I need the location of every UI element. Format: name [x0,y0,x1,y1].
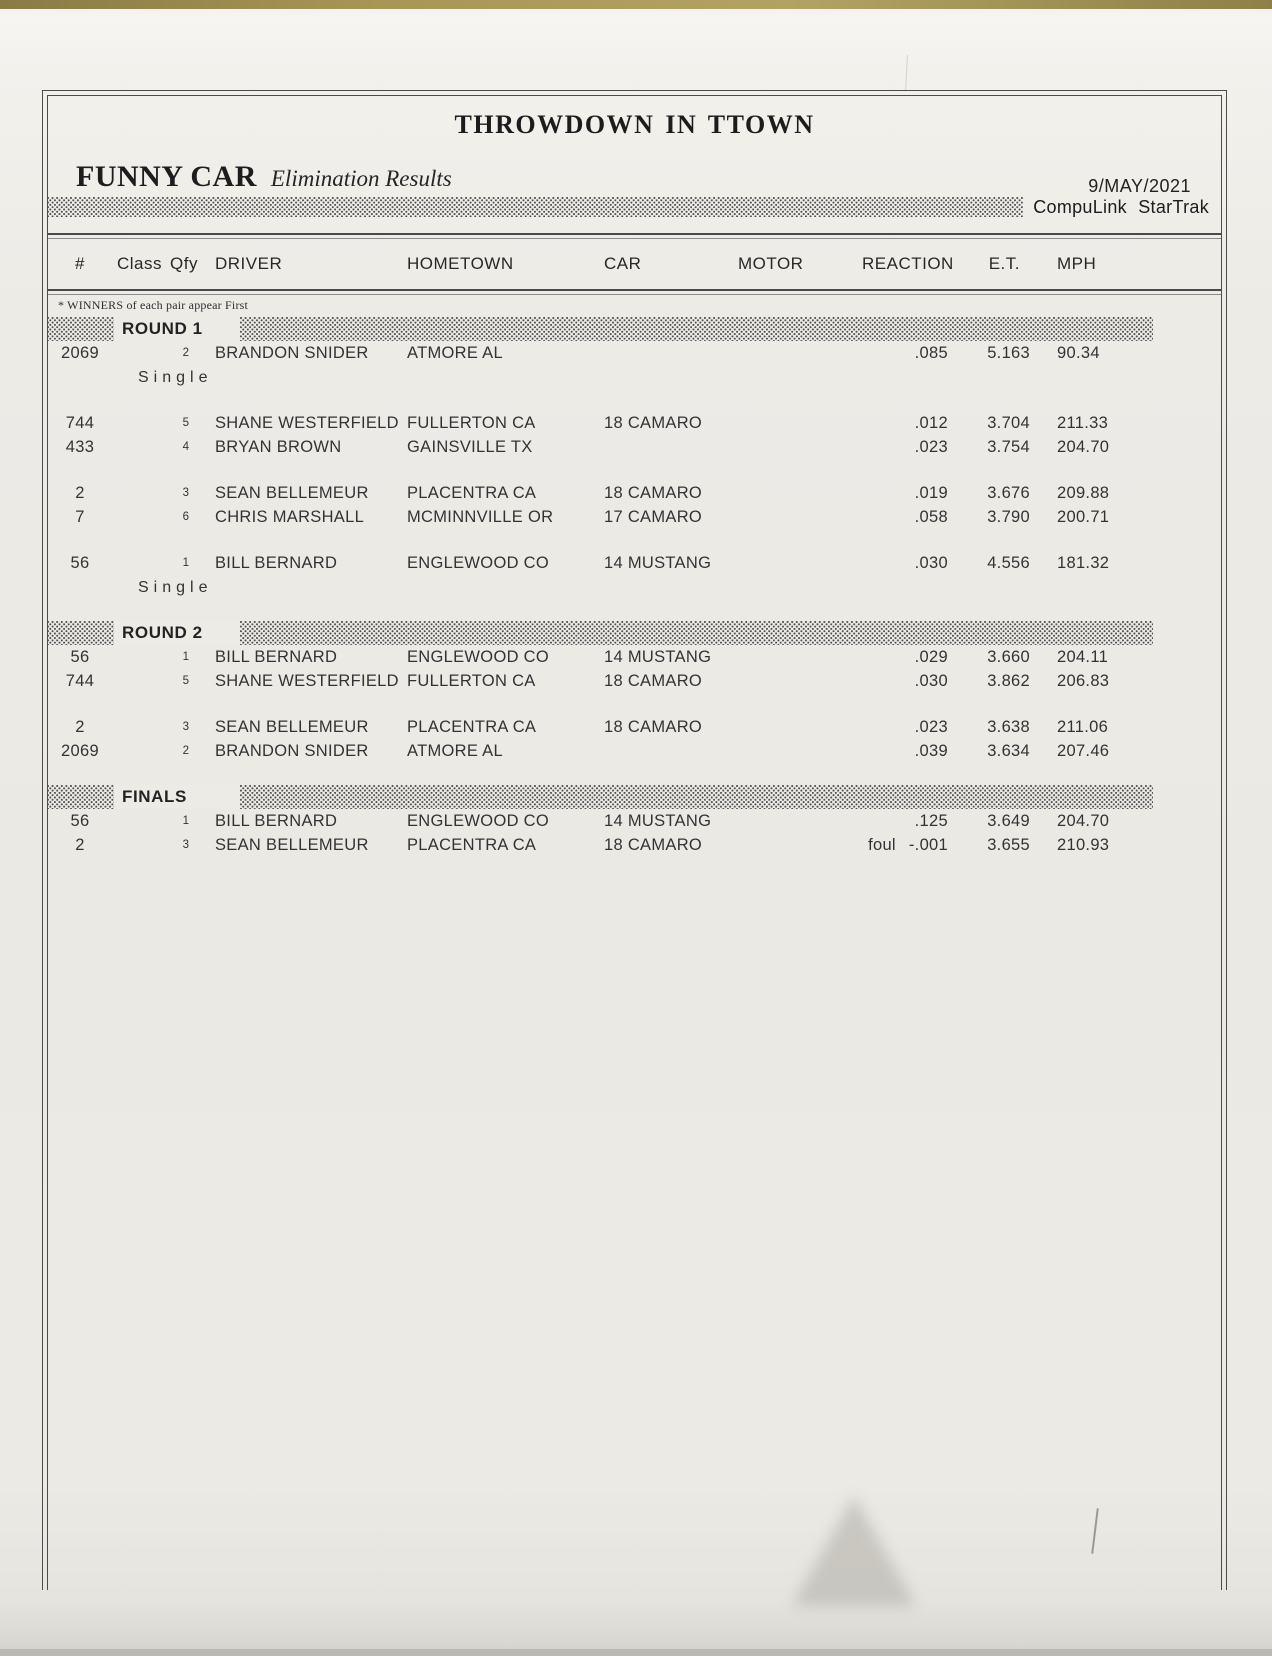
race-pair [48,645,1221,693]
masthead-dotted-band [48,197,1023,217]
cell-mph: 204.11 [1057,648,1109,666]
single-note: Single [138,579,213,596]
cell-et: 3.862 [987,672,1030,690]
cell-mph: 211.33 [1057,414,1109,432]
cell-qfy: 3 [182,721,190,733]
cell-car: 14 MUSTANG [604,648,712,666]
cell-driver: CHRIS MARSHALL [215,508,365,526]
cell-mph: 210.93 [1057,836,1110,854]
cell-qfy: 2 [182,347,190,359]
cell-qfy: 6 [182,511,190,523]
cell-num: 56 [70,812,90,830]
column-header: REACTION [862,254,954,273]
cell-num: 56 [70,554,90,572]
section-band [48,785,1153,809]
result-row [48,551,1110,575]
cell-hometown: MCMINNVILLE OR [407,508,554,526]
cell-num: 56 [70,648,90,666]
scan-edge-bottom [0,1649,1272,1656]
result-row [48,341,1110,365]
cell-qfy: 1 [182,651,190,663]
cell-mph: 207.46 [1057,742,1110,760]
cell-car: 18 CAMARO [604,718,703,736]
race-pair [48,809,1221,857]
result-row [48,809,1110,833]
cell-reaction: .019 [914,484,948,502]
cell-reaction: .012 [914,414,948,432]
cell-et: 3.649 [987,812,1030,830]
race-pair [48,341,1221,389]
paper-crease [905,55,908,91]
cell-hometown: GAINSVILLE TX [407,438,533,456]
result-row [48,669,1110,693]
event-title: THROWDOWN IN TTOWN [454,110,815,139]
cell-hometown: PLACENTRA CA [407,484,537,502]
cell-num: 744 [65,414,95,432]
section-band [48,317,1153,341]
section-label: FINALS [114,785,240,809]
cell-hometown: PLACENTRA CA [407,718,537,736]
cell-driver: BILL BERNARD [215,648,338,666]
cell-num: 2 [75,718,85,736]
section-round-2 [48,621,1221,763]
column-header: HOMETOWN [407,254,514,273]
cell-qfy: 2 [182,745,190,757]
cell-mph: 204.70 [1057,812,1110,830]
cell-driver: SHANE WESTERFIELD [215,414,399,432]
result-row [48,833,1110,857]
result-row [48,715,1110,739]
cell-reaction: .030 [914,554,948,572]
scan-edge-top [0,0,1272,9]
scan-shadow [792,1496,916,1606]
cell-driver: SEAN BELLEMEUR [215,484,369,502]
cell-num: 2069 [61,742,99,760]
cell-hometown: ATMORE AL [407,344,503,362]
cell-hometown: FULLERTON CA [407,672,536,690]
class-name: FUNNY CAR [76,160,257,193]
column-headers [48,242,1110,286]
column-header: E.T. [988,254,1020,273]
cell-reaction: .125 [914,812,948,830]
cell-driver: BRANDON SNIDER [215,344,369,362]
cell-reaction: .023 [914,718,948,736]
cell-qfy: 3 [182,487,190,499]
divider-rule-top [48,233,1221,239]
cell-reaction: .085 [914,344,948,362]
results-body [48,317,1221,879]
column-header: MOTOR [738,254,804,273]
cell-car: 18 CAMARO [604,836,703,854]
cell-reaction: .023 [914,438,948,456]
column-header: MPH [1057,254,1097,273]
report-subtitle: Elimination Results [270,166,452,191]
cell-car: 14 MUSTANG [604,554,712,572]
column-header: CAR [604,254,642,273]
cell-car: 18 CAMARO [604,414,703,432]
cell-car: 18 CAMARO [604,672,703,690]
cell-mph: 206.83 [1057,672,1110,690]
cell-car: 17 CAMARO [604,508,703,526]
cell-num: 2 [75,484,85,502]
cell-reaction: .029 [914,648,948,666]
cell-et: 5.163 [987,344,1030,362]
cell-mph: 211.06 [1057,718,1109,736]
race-pair [48,411,1221,459]
foul-label: foul [868,836,896,854]
cell-num: 433 [65,438,95,456]
page-frame [42,90,1227,1590]
page-frame-inner [47,95,1222,1590]
section-label: ROUND 1 [114,317,240,341]
cell-qfy: 5 [182,675,190,687]
cell-driver: SHANE WESTERFIELD [215,672,399,690]
cell-num: 2069 [61,344,99,362]
result-row [48,505,1110,529]
cell-qfy: 5 [182,417,190,429]
masthead [48,196,1221,218]
report-heading [76,160,452,194]
cell-mph: 90.34 [1057,344,1100,362]
cell-reaction: .030 [914,672,948,690]
winners-note: * WINNERS of each pair appear First [58,298,249,312]
cell-reaction: .058 [914,508,948,526]
section-band [48,621,1153,645]
column-header: DRIVER [215,254,283,273]
cell-driver: BRANDON SNIDER [215,742,369,760]
race-pair [48,551,1221,599]
cell-hometown: ENGLEWOOD CO [407,812,550,830]
cell-qfy: 1 [182,815,190,827]
cell-et: 3.790 [987,508,1030,526]
cell-hometown: ENGLEWOOD CO [407,648,550,666]
race-pair [48,715,1221,763]
section-label: ROUND 2 [114,621,240,645]
cell-mph: 209.88 [1057,484,1110,502]
cell-et: 3.704 [987,414,1030,432]
race-pair [48,481,1221,529]
cell-driver: BILL BERNARD [215,812,338,830]
cell-mph: 200.71 [1057,508,1110,526]
single-note: Single [138,369,213,386]
cell-qfy: 4 [182,441,190,453]
cell-et: 3.655 [987,836,1030,854]
cell-hometown: FULLERTON CA [407,414,536,432]
result-row [48,739,1110,763]
cell-qfy: 1 [182,557,190,569]
column-header: Class [117,254,163,273]
cell-num: 744 [65,672,95,690]
section-finals [48,785,1221,857]
result-row [48,411,1110,435]
cell-hometown: ATMORE AL [407,742,503,760]
cell-car: 14 MUSTANG [604,812,712,830]
cell-mph: 204.70 [1057,438,1110,456]
cell-qfy: 3 [182,839,190,851]
cell-num: 7 [75,508,85,526]
column-header: # [75,254,85,273]
cell-car: 18 CAMARO [604,484,703,502]
cell-et: 3.660 [987,648,1030,666]
reaction-value: -.001 [908,836,948,854]
cell-hometown: ENGLEWOOD CO [407,554,550,572]
timing-system-brand: CompuLink StarTrak [1033,196,1209,217]
result-row [48,435,1110,459]
divider-rule-bottom [48,289,1221,295]
cell-hometown: PLACENTRA CA [407,836,537,854]
cell-et: 3.634 [987,742,1030,760]
cell-et: 4.556 [987,554,1030,572]
cell-mph: 181.32 [1057,554,1110,572]
single-note-row [48,575,1221,599]
result-row [48,481,1110,505]
cell-reaction [862,833,948,857]
cell-driver: SEAN BELLEMEUR [215,836,369,854]
single-note-row [48,365,1221,389]
cell-driver: BILL BERNARD [215,554,338,572]
cell-num: 2 [75,836,85,854]
result-row [48,645,1110,669]
cell-et: 3.754 [987,438,1030,456]
column-header: Qfy [170,254,198,273]
cell-et: 3.676 [987,484,1030,502]
cell-reaction: .039 [914,742,948,760]
cell-et: 3.638 [987,718,1030,736]
cell-driver: SEAN BELLEMEUR [215,718,369,736]
event-date: 9/MAY/2021 [1088,176,1191,196]
section-round-1 [48,317,1221,599]
cell-driver: BRYAN BROWN [215,438,342,456]
